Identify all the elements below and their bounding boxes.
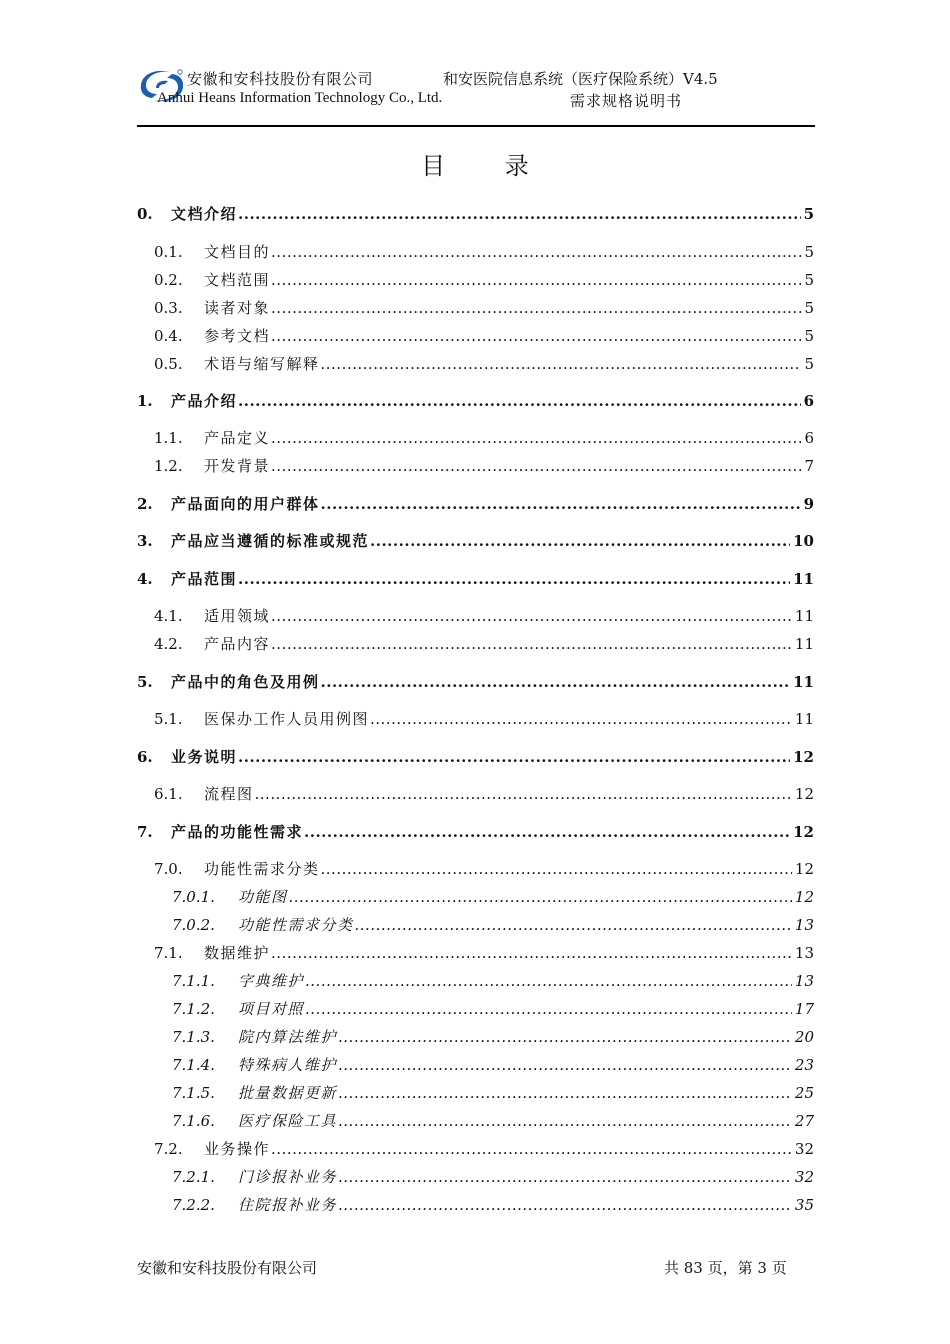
toc-number: 7.1.1. [172, 972, 215, 990]
toc-leader [355, 916, 792, 934]
toc-number: 7.0.1. [172, 888, 215, 906]
header-doc-title: 需求规格说明书 [570, 92, 683, 110]
toc-number: 7.1.4. [172, 1056, 215, 1074]
toc-page: 32 [794, 1140, 814, 1158]
toc-entry[interactable] [137, 998, 814, 1020]
toc-text: 项目对照 [238, 1000, 305, 1018]
toc-leader [338, 1084, 792, 1102]
toc-page: 25 [794, 1084, 814, 1102]
toc-leader [271, 457, 801, 475]
toc-entry[interactable] [137, 914, 814, 936]
toc-page: 11 [794, 607, 814, 625]
toc-leader [271, 243, 801, 261]
toc-entry[interactable] [137, 886, 814, 908]
toc-page: 12 [793, 748, 814, 766]
toc-text: 医疗保险工具 [238, 1112, 338, 1130]
toc-leader [271, 944, 792, 962]
toc-text: 功能性需求分类 [238, 916, 354, 934]
toc-text: 读者对象 [204, 299, 271, 317]
toc-page: 11 [794, 710, 814, 728]
toc-text: 产品介绍 [171, 392, 238, 410]
toc-leader [271, 1140, 792, 1158]
toc-leader [338, 1196, 792, 1214]
toc-leader [271, 429, 801, 447]
toc-leader [321, 355, 802, 373]
toc-entry[interactable] [137, 390, 814, 412]
toc-page: 35 [794, 1196, 814, 1214]
toc-number: 7.2.1. [172, 1168, 215, 1186]
toc-text: 产品内容 [204, 635, 271, 653]
toc-title: 目 录 [421, 152, 555, 180]
toc-text: 产品定义 [204, 429, 271, 447]
toc-text: 产品中的角色及用例 [171, 673, 320, 691]
toc-text: 适用领域 [204, 607, 271, 625]
toc-number: 6.1. [154, 785, 183, 803]
toc-entry[interactable] [137, 455, 814, 477]
toc-leader [305, 1000, 792, 1018]
toc-page: 7 [804, 457, 814, 475]
toc-number: 4.2. [154, 635, 183, 653]
toc-number: 6. [137, 748, 153, 766]
toc-text: 产品应当遵循的标准或规范 [171, 532, 370, 550]
footer-page-info: 共 83 页，第 3 页 [664, 1259, 787, 1277]
toc-text: 特殊病人维护 [238, 1056, 338, 1074]
toc-text: 门诊报补业务 [238, 1168, 338, 1186]
toc-entry[interactable] [137, 1110, 814, 1132]
toc-text: 业务操作 [204, 1140, 271, 1158]
toc-leader [271, 271, 801, 289]
toc-entry[interactable] [137, 269, 814, 291]
toc-leader [338, 1112, 792, 1130]
toc-leader [338, 1056, 792, 1074]
toc-leader [271, 299, 801, 317]
header-system-name: 和安医院信息系统（医疗保险系统）V4.5 [443, 70, 718, 88]
toc-entry[interactable] [137, 568, 814, 590]
toc-entry[interactable] [137, 942, 814, 964]
toc-leader [370, 710, 792, 728]
toc-number: 1.2. [154, 457, 183, 475]
toc-entry[interactable] [137, 297, 814, 319]
toc-leader [321, 673, 791, 691]
toc-number: 1.1. [154, 429, 183, 447]
toc-text: 产品面向的用户群体 [171, 495, 320, 513]
toc-number: 7.1. [154, 944, 183, 962]
toc-page: 5 [804, 327, 814, 345]
toc-number: 7.2.2. [172, 1196, 215, 1214]
toc-text: 术语与缩写解释 [204, 355, 320, 373]
toc-number: 5. [137, 673, 153, 691]
toc-text: 产品的功能性需求 [171, 823, 304, 841]
toc-number: 0. [137, 205, 153, 223]
toc-page: 17 [794, 1000, 814, 1018]
toc-entry[interactable] [137, 1194, 814, 1216]
toc-page: 5 [804, 299, 814, 317]
toc-page: 6 [803, 392, 814, 410]
toc-entry[interactable] [137, 783, 814, 805]
toc-number: 2. [137, 495, 153, 513]
toc-entry[interactable] [137, 821, 814, 843]
toc-entry[interactable] [137, 325, 814, 347]
toc-entry[interactable] [137, 1054, 814, 1076]
toc-text: 医保办工作人员用例图 [204, 710, 370, 728]
toc-number: 7.1.2. [172, 1000, 215, 1018]
toc-leader [370, 532, 790, 550]
page-header [137, 62, 815, 126]
toc-page: 32 [794, 1168, 814, 1186]
toc-leader [338, 1168, 792, 1186]
toc-text: 参考文档 [204, 327, 271, 345]
toc-page: 11 [793, 673, 814, 691]
toc-leader [338, 1028, 792, 1046]
toc-number: 7. [137, 823, 153, 841]
toc-entry[interactable] [137, 203, 814, 225]
toc-page: 12 [794, 785, 814, 803]
toc-number: 7.1.5. [172, 1084, 215, 1102]
toc-page: 20 [794, 1028, 814, 1046]
toc-text: 产品范围 [171, 570, 238, 588]
toc-entry[interactable] [137, 1082, 814, 1104]
toc-number: 7.1.3. [172, 1028, 215, 1046]
toc-text: 字典维护 [238, 972, 305, 990]
toc-entry[interactable] [137, 746, 814, 768]
toc-number: 0.5. [154, 355, 183, 373]
toc-leader [321, 860, 792, 878]
toc-text: 流程图 [204, 785, 254, 803]
toc-text: 院内算法维护 [238, 1028, 338, 1046]
toc-entry[interactable] [137, 530, 814, 552]
toc-page: 5 [804, 271, 814, 289]
toc-leader [271, 635, 792, 653]
header-company-cn: 安徽和安科技股份有限公司 [187, 70, 374, 88]
toc-number: 3. [137, 532, 153, 550]
header-company-en: Anhui Heans Information Technology Co., Ltd. [157, 90, 443, 106]
toc-page: 6 [804, 429, 814, 447]
toc-number: 0.3. [154, 299, 183, 317]
header-divider [137, 125, 815, 127]
toc-page: 13 [794, 916, 814, 934]
toc-page: 13 [794, 972, 814, 990]
toc-number: 0.1. [154, 243, 183, 261]
toc-entry[interactable] [137, 633, 814, 655]
toc-entry[interactable] [137, 241, 814, 263]
toc-text: 文档目的 [204, 243, 271, 261]
toc-entry[interactable] [137, 1026, 814, 1048]
toc-page: 13 [794, 944, 814, 962]
toc-leader [238, 570, 790, 588]
toc-entry[interactable] [137, 671, 814, 693]
toc-number: 4. [137, 570, 153, 588]
toc-entry[interactable] [137, 970, 814, 992]
toc-page: 5 [803, 205, 814, 223]
toc-page: 5 [804, 243, 814, 261]
toc-text: 业务说明 [171, 748, 238, 766]
toc-text: 文档介绍 [171, 205, 238, 223]
toc-text: 功能图 [238, 888, 288, 906]
toc-text: 数据维护 [204, 944, 271, 962]
toc-number: 5.1. [154, 710, 183, 728]
toc-page: 5 [804, 355, 814, 373]
toc-number: 4.1. [154, 607, 183, 625]
toc-page: 11 [793, 570, 814, 588]
toc-page: 12 [794, 888, 814, 906]
footer-company: 安徽和安科技股份有限公司 [137, 1259, 318, 1277]
toc-entry[interactable] [137, 708, 814, 730]
toc-page: 23 [794, 1056, 814, 1074]
toc-entry[interactable] [137, 493, 814, 515]
toc-leader [321, 495, 801, 513]
toc-leader [304, 823, 790, 841]
toc-leader [271, 327, 801, 345]
toc-text: 批量数据更新 [238, 1084, 338, 1102]
toc-entry[interactable] [137, 427, 814, 449]
toc-page: 12 [793, 823, 814, 841]
toc-page: 27 [794, 1112, 814, 1130]
toc-entry[interactable] [137, 605, 814, 627]
toc-number: 0.4. [154, 327, 183, 345]
toc-leader [238, 205, 801, 223]
toc-page: 10 [793, 532, 814, 550]
toc-text: 文档范围 [204, 271, 271, 289]
toc-page: 12 [794, 860, 814, 878]
toc-leader [271, 607, 792, 625]
toc-text: 开发背景 [204, 457, 271, 475]
toc-number: 0.2. [154, 271, 183, 289]
toc-leader [238, 392, 801, 410]
toc-leader [238, 748, 790, 766]
toc-leader [305, 972, 792, 990]
toc-number: 7.0. [154, 860, 183, 878]
toc-number: 7.2. [154, 1140, 183, 1158]
toc-page: 9 [803, 495, 814, 513]
toc-text: 功能性需求分类 [204, 860, 320, 878]
toc-number: 7.0.2. [172, 916, 215, 934]
toc-page: 11 [794, 635, 814, 653]
toc-leader [255, 785, 792, 803]
toc-text: 住院报补业务 [238, 1196, 338, 1214]
toc-entry[interactable] [137, 353, 814, 375]
toc-number: 7.1.6. [172, 1112, 215, 1130]
toc-entry[interactable] [137, 1166, 814, 1188]
toc-leader [289, 888, 792, 906]
toc-entry[interactable] [137, 858, 814, 880]
toc-entry[interactable] [137, 1138, 814, 1160]
toc-number: 1. [137, 392, 153, 410]
